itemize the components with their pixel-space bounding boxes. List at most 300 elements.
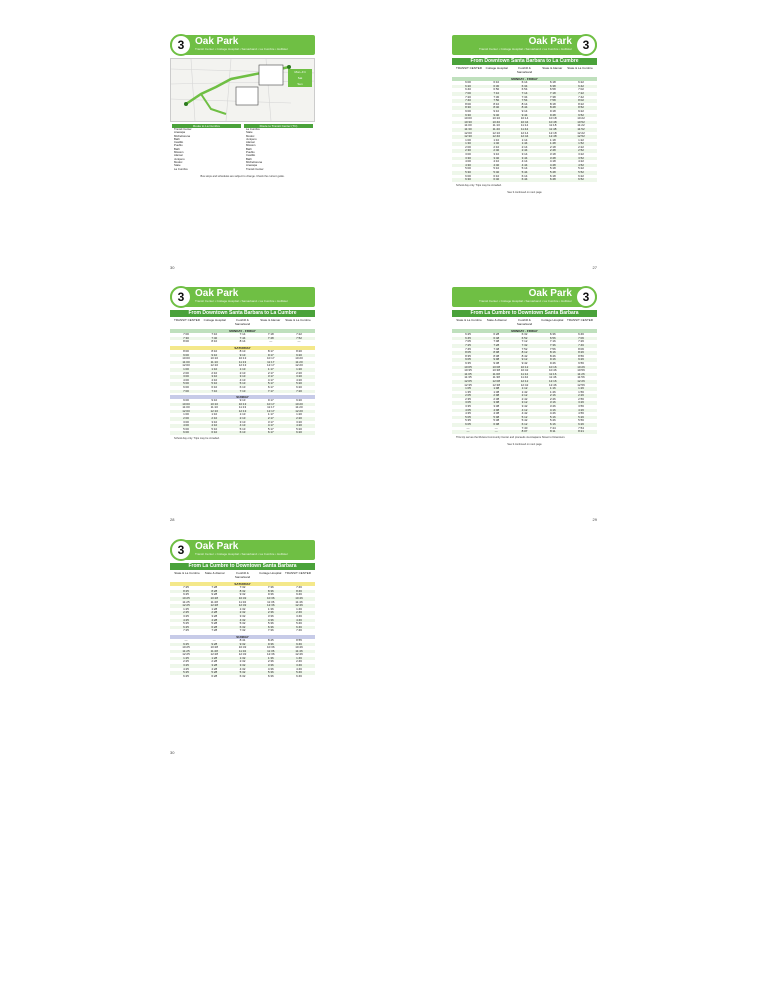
time-cell: 6:46 <box>296 673 302 678</box>
time-cell: 5:10 <box>211 381 218 386</box>
time-cell: 5:46 <box>549 418 556 423</box>
time-cell: 6:28 <box>211 624 218 629</box>
time-cell: 9:40 <box>493 112 500 117</box>
time-cell: 10:05 <box>464 364 472 369</box>
time-cell: 7:50 <box>493 98 500 103</box>
time-cell: 11:46 <box>295 599 303 604</box>
time-cell: 2:17 <box>267 370 274 375</box>
time-cell: 2:25 <box>183 659 189 664</box>
time-cell: 7:17 <box>267 388 274 393</box>
time-cell: 11:25 <box>182 599 190 604</box>
time-cell: 7:46 <box>296 628 302 633</box>
time-cell: 9:05 <box>465 357 471 362</box>
time-cell: 10:38 <box>492 368 500 373</box>
time-cell: 1:44 <box>521 141 528 146</box>
time-cell: 9:17 <box>267 398 274 403</box>
time-cell: 8:00 <box>183 339 189 344</box>
time-cell: 1:46 <box>296 655 302 660</box>
time-cell: 7:22 <box>296 332 302 337</box>
time-cell: 2:46 <box>549 396 556 401</box>
time-cell: 8:21 <box>578 429 584 434</box>
time-cell: 6:58 <box>549 87 556 92</box>
time-cell: 6:56 <box>549 335 556 340</box>
time-cell: 10:48 <box>548 119 557 124</box>
time-cell: 1:00 <box>465 137 471 142</box>
map-page <box>170 35 315 270</box>
time-cell: 7:48 <box>493 346 500 351</box>
legend-stop: Mission <box>174 150 184 155</box>
time-cell: 7:54 <box>578 425 584 430</box>
time-cell: 11:36 <box>267 648 275 653</box>
time-cell: 8:46 <box>296 588 302 593</box>
time-cell: 6:36 <box>267 624 274 629</box>
time-cell: 1:56 <box>578 389 584 394</box>
time-cell: 10:36 <box>266 645 275 650</box>
times-box-weekday: Mon–Fri <box>294 70 306 74</box>
page-number: 30 <box>170 750 175 755</box>
time-cell: 8:02 <box>578 98 584 103</box>
time-cell: 6:00 <box>183 384 189 389</box>
time-cell: 1:16 <box>549 386 556 391</box>
time-cell: 7:52 <box>521 346 528 351</box>
time-cell: 12:18 <box>548 130 557 135</box>
time-cell: 3:46 <box>296 613 302 618</box>
time-cell: 7:34 <box>521 94 528 99</box>
time-cell: 10:35 <box>464 368 472 373</box>
time-cell: 2:26 <box>578 393 584 398</box>
time-cell: 5:28 <box>211 670 218 675</box>
time-cell: 4:40 <box>493 162 500 167</box>
time-cell: 8:00 <box>465 101 471 106</box>
time-cell: 9:36 <box>267 592 274 597</box>
time-cell: 2:22 <box>578 144 584 149</box>
time-cell: 10:10 <box>492 116 500 121</box>
time-cell: 9:46 <box>296 592 302 597</box>
time-cell: 8:30 <box>465 105 471 110</box>
route-title: Oak Park <box>528 36 572 47</box>
time-cell: 5:12 <box>521 414 528 419</box>
time-cell: 3:26 <box>578 400 584 405</box>
time-cell: 7:46 <box>578 342 584 347</box>
time-cell: 6:10 <box>211 430 218 435</box>
time-cell: 12:46 <box>295 652 303 657</box>
time-cell: 3:13 <box>239 374 246 379</box>
time-cell: 8:07 <box>521 429 528 434</box>
time-cell: 1:13 <box>239 412 246 417</box>
time-cell: 2:00 <box>465 144 471 149</box>
time-cell: 12:17 <box>266 363 275 368</box>
time-cell: 3:00 <box>183 419 189 424</box>
time-cell: 9:14 <box>521 108 528 113</box>
time-cell: 8:14 <box>239 339 246 344</box>
time-cell: 11:13 <box>238 359 247 364</box>
time-cell: 6:10 <box>493 80 500 85</box>
time-cell: 1:05 <box>465 386 471 391</box>
stop-name: State & La Cumbre <box>456 318 482 322</box>
time-cell: — <box>269 339 273 344</box>
time-cell: 6:38 <box>549 83 556 88</box>
time-cell: 6:46 <box>296 624 302 629</box>
route-tagline: Transit Center • Cottage Hospital • Samarkand • La Cumbre • Hollister <box>479 47 572 51</box>
time-cell: 9:48 <box>549 112 556 117</box>
time-cell: — <box>466 425 470 430</box>
time-cell: 2:28 <box>211 659 218 664</box>
time-cell: 4:46 <box>549 411 556 416</box>
time-cell: 3:00 <box>183 374 189 379</box>
time-cell: 6:36 <box>267 673 274 678</box>
time-cell: 10:42 <box>520 368 529 373</box>
time-cell: 4:18 <box>549 159 556 164</box>
time-cell: 10:10 <box>210 356 218 361</box>
time-cell: 10:44 <box>520 119 529 124</box>
time-cell: 7:02 <box>578 87 584 92</box>
time-cell: 7:32 <box>239 585 246 590</box>
time-cell: 10:08 <box>492 364 500 369</box>
time-cell: 11:40 <box>492 126 500 131</box>
time-cell: 7:10 <box>211 332 218 337</box>
time-cell: 8:10 <box>211 348 218 353</box>
time-cell: 2:48 <box>549 148 556 153</box>
route-title: Oak Park <box>528 288 572 299</box>
time-cell: 4:00 <box>183 377 189 382</box>
time-cell: 1:18 <box>549 137 556 142</box>
route-badge: 3 <box>170 286 192 308</box>
time-cell: 8:26 <box>578 350 584 355</box>
times-box-saturday: Sat <box>297 76 303 80</box>
time-cell: 7:32 <box>239 628 246 633</box>
time-cell: 12:20 <box>295 363 303 368</box>
time-cell: 9:00 <box>183 398 189 403</box>
time-cell: 6:13 <box>239 430 246 435</box>
time-cell: 8:42 <box>521 353 528 358</box>
time-cell: 3:18 <box>549 152 556 157</box>
time-cell: 12:22 <box>577 130 585 135</box>
legend-stop: Mission <box>246 143 256 148</box>
time-cell: 8:00 <box>183 348 189 353</box>
time-cell: 8:52 <box>578 105 584 110</box>
time-cell: 2:30 <box>465 148 471 153</box>
time-cell: 1:32 <box>239 606 246 611</box>
time-cell: 2:56 <box>578 396 584 401</box>
time-cell: 5:42 <box>521 418 528 423</box>
time-cell: 2:28 <box>211 610 218 615</box>
time-cell: 6:18 <box>549 80 556 85</box>
time-cell: 1:38 <box>493 389 500 394</box>
time-cell: 2:17 <box>267 416 274 421</box>
time-cell: — <box>212 637 216 642</box>
time-cell: 11:25 <box>182 648 190 653</box>
time-cell: 2:52 <box>578 148 584 153</box>
service-day-label: SUNDAY <box>170 635 315 639</box>
time-cell: 4:13 <box>239 377 246 382</box>
stop-name: Foothill & Samarkand <box>516 318 533 326</box>
time-cell: 3:56 <box>578 404 584 409</box>
time-cell: 4:25 <box>183 617 189 622</box>
time-cell: 6:28 <box>211 673 218 678</box>
time-cell: 11:16 <box>549 371 557 376</box>
time-cell: 6:08 <box>493 422 500 427</box>
time-cell: 2:18 <box>549 144 556 149</box>
time-cell: 3:10 <box>211 419 218 424</box>
time-cell: 7:46 <box>296 585 302 590</box>
time-cell: 6:46 <box>578 332 584 337</box>
time-cell: 8:13 <box>239 348 246 353</box>
service-day-label: MONDAY - FRIDAY <box>452 77 597 81</box>
time-cell: 2:05 <box>465 393 471 398</box>
time-cell: 4:32 <box>239 666 246 671</box>
stop-name: TRANSIT CENTER <box>174 318 200 322</box>
stop-name: Cottage Hospital <box>485 66 508 70</box>
time-cell: 5:26 <box>578 414 584 419</box>
stop-name: State & Alamar <box>260 318 281 322</box>
time-cell: 9:13 <box>239 352 246 357</box>
time-cell: 4:46 <box>296 666 302 671</box>
route-map <box>170 58 315 122</box>
time-cell: 8:48 <box>549 105 556 110</box>
time-cell: 2:10 <box>211 370 218 375</box>
time-cell: 9:22 <box>578 108 584 113</box>
time-cell: 2:12 <box>521 393 528 398</box>
time-cell: 6:48 <box>493 335 500 340</box>
time-cell: 8:44 <box>521 105 528 110</box>
route-tagline: Transit Center • Cottage Hospital • Samarkand • La Cumbre • Hollister <box>195 552 288 556</box>
time-cell: 5:52 <box>578 170 584 175</box>
time-cell: 2:32 <box>239 659 246 664</box>
time-cell: 10:13 <box>238 401 247 406</box>
time-cell: 4:36 <box>267 617 274 622</box>
schedule-page-3 <box>452 287 597 522</box>
legend-stop: La Cumbre <box>246 127 260 131</box>
time-cell: 6:20 <box>296 430 302 435</box>
time-cell: 3:28 <box>211 613 218 618</box>
time-cell: 4:05 <box>465 407 471 412</box>
page-number: 28 <box>170 517 175 522</box>
time-cell: 12:16 <box>548 378 557 383</box>
time-cell: 2:13 <box>239 370 246 375</box>
time-cell: 8:06 <box>578 346 584 351</box>
time-cell: 4:17 <box>267 423 274 428</box>
time-cell: 12:38 <box>492 382 500 387</box>
time-cell: 12:28 <box>210 652 218 657</box>
time-cell: 8:28 <box>211 588 218 593</box>
table-row <box>170 340 315 344</box>
time-cell: 5:30 <box>465 170 471 175</box>
time-cell: 11:26 <box>577 371 585 376</box>
time-cell: 6:40 <box>493 177 500 182</box>
time-cell: 10:18 <box>548 116 557 121</box>
time-cell: 11:42 <box>520 375 529 380</box>
time-cell: 6:14 <box>521 173 528 178</box>
time-cell: 8:17 <box>267 348 274 353</box>
route-badge: 3 <box>575 286 597 308</box>
time-cell: 1:28 <box>211 606 218 611</box>
time-cell: 7:54 <box>521 98 528 103</box>
time-cell: 12:20 <box>295 408 303 413</box>
legend-column-left <box>172 124 241 171</box>
time-cell: 10:17 <box>266 356 275 361</box>
time-cell: 11:00 <box>182 359 190 364</box>
time-cell: 5:00 <box>183 381 189 386</box>
stop-name: State & La Cumbre <box>285 318 311 322</box>
time-cell: 5:32 <box>239 670 246 675</box>
service-day-label: MONDAY - FRIDAY <box>452 329 597 333</box>
legend-stop: Junipero <box>174 156 185 161</box>
time-cell: 7:28 <box>493 342 500 347</box>
table-row <box>452 178 597 182</box>
time-cell: 10:40 <box>492 119 500 124</box>
legend-stop: State <box>246 130 253 135</box>
legend-stop: Transit Center <box>246 166 264 171</box>
time-cell: 1:40 <box>493 141 500 146</box>
time-cell: 11:00 <box>464 123 472 128</box>
time-cell: 4:36 <box>267 666 274 671</box>
time-cell: 6:13 <box>239 384 246 389</box>
legend-stop: State <box>174 163 181 168</box>
time-cell: 2:36 <box>267 610 274 615</box>
time-cell: 3:00 <box>465 152 471 157</box>
time-cell: 12:48 <box>548 134 557 139</box>
time-cell: 8:55 <box>296 637 302 642</box>
time-cell: 10:28 <box>210 645 218 650</box>
time-cell: 1:32 <box>239 655 246 660</box>
time-cell: 9:52 <box>578 112 584 117</box>
time-cell: 5:16 <box>549 414 556 419</box>
continued-label: See 3 continued on next page <box>507 442 542 446</box>
time-cell: 5:46 <box>296 670 302 675</box>
route-header <box>170 540 315 560</box>
page-number: 27 <box>592 265 597 270</box>
time-cell: 3:30 <box>465 155 471 160</box>
time-cell: 11:10 <box>210 405 218 410</box>
time-cell: 12:44 <box>520 134 529 139</box>
time-cell: 12:26 <box>577 378 585 383</box>
time-cell: 8:41 <box>239 637 246 642</box>
time-cell: 11:20 <box>295 359 303 364</box>
time-cell: 10:14 <box>520 116 529 121</box>
time-cell: 2:46 <box>296 659 302 664</box>
legend-stop: Castillo <box>174 140 184 145</box>
schedule-note: School day only. Trips may be crowded. <box>456 183 502 187</box>
time-cell: 7:45 <box>465 346 471 351</box>
time-cell: 6:32 <box>239 624 246 629</box>
service-day-label: SATURDAY <box>170 582 315 586</box>
time-cell: 5:17 <box>267 381 274 386</box>
time-cell: 8:36 <box>267 588 274 593</box>
time-cell: 10:00 <box>182 356 190 361</box>
time-cell: 3:22 <box>578 152 584 157</box>
time-cell: 3:52 <box>578 155 584 160</box>
time-cell: 1:10 <box>211 412 218 417</box>
time-cell: 11:22 <box>577 123 585 128</box>
table-row <box>170 390 315 394</box>
time-cell: 4:35 <box>465 411 471 416</box>
time-cell: 2:20 <box>296 370 302 375</box>
time-cell: 8:10 <box>493 101 500 106</box>
time-cell: 10:00 <box>464 116 472 121</box>
time-cell: 9:46 <box>549 360 556 365</box>
legend-stop: Transit Center <box>174 127 192 131</box>
time-cell: 12:56 <box>577 382 585 387</box>
time-cell: 7:36 <box>267 585 274 590</box>
time-cell: 12:35 <box>464 382 472 387</box>
time-cell: 12:05 <box>464 378 472 383</box>
time-cell: 2:38 <box>493 396 500 401</box>
time-cell: 7:25 <box>465 342 471 347</box>
time-cell: 10:12 <box>520 364 529 369</box>
time-cell: 11:05 <box>464 371 472 376</box>
time-cell: 9:30 <box>465 112 471 117</box>
time-cell: 6:18 <box>549 173 556 178</box>
time-cell: 8:10 <box>211 339 218 344</box>
time-cell: 4:32 <box>239 617 246 622</box>
service-day-label: SUNDAY <box>170 395 315 399</box>
schedule-note: School day only. Trips may be crowded. <box>174 437 220 441</box>
time-cell: 1:10 <box>211 366 218 371</box>
continued-label: See 3 continued on next page <box>507 190 542 194</box>
time-cell: 10:25 <box>182 595 190 600</box>
stop-name: TRANSIT CENTER <box>567 318 593 322</box>
time-cell: 7:36 <box>267 628 274 633</box>
time-cell: 11:17 <box>267 359 275 364</box>
time-cell: 3:48 <box>549 155 556 160</box>
time-cell: 2:13 <box>239 416 246 421</box>
time-cell: 4:10 <box>211 377 218 382</box>
time-cell: 3:25 <box>183 663 189 668</box>
time-cell: 6:25 <box>183 624 189 629</box>
legend-stop: Bath <box>246 146 252 151</box>
route-title: Oak Park <box>195 36 239 47</box>
time-cell: 6:00 <box>465 173 471 178</box>
time-cell: 9:25 <box>183 641 189 646</box>
table-row <box>170 675 315 679</box>
time-cell: 4:00 <box>183 423 189 428</box>
time-cell: 7:26 <box>578 339 584 344</box>
time-cell: 10:32 <box>238 595 247 600</box>
time-cell: 7:58 <box>549 98 556 103</box>
time-cell: 11:08 <box>492 371 500 376</box>
time-cell: 6:00 <box>465 80 471 85</box>
time-cell: 3:05 <box>465 400 471 405</box>
schedule-note: This trip serves the Riviera Community Center and proceeds via Anapamu Street to Downtown. <box>456 435 566 439</box>
time-cell: 3:42 <box>521 404 528 409</box>
time-cell: 3:12 <box>521 400 528 405</box>
time-cell: 9:36 <box>267 641 274 646</box>
time-cell: 11:32 <box>238 599 247 604</box>
time-cell: 9:20 <box>296 398 302 403</box>
time-cell: 6:25 <box>465 332 471 337</box>
time-cell: 1:30 <box>465 141 471 146</box>
route-tagline: Transit Center • Cottage Hospital • Samarkand • La Cumbre • Hollister <box>195 299 288 303</box>
time-cell: 6:12 <box>521 422 528 427</box>
legend-stop: Bath <box>174 146 180 151</box>
legend-stop: Modoc <box>246 133 255 138</box>
time-cell: 4:28 <box>211 617 218 622</box>
time-cell: 1:17 <box>267 412 274 417</box>
time-cell: 5:20 <box>296 426 302 431</box>
legend-stop: Bath <box>246 156 252 161</box>
time-cell: 1:12 <box>521 386 528 391</box>
stop-name: TRANSIT CENTER <box>456 66 482 70</box>
schedule-page-4 <box>170 540 315 755</box>
time-cell: 7:44 <box>549 425 556 430</box>
time-cell: 9:38 <box>493 360 500 365</box>
time-cell: 7:14 <box>521 90 528 95</box>
time-cell: 6:10 <box>493 173 500 178</box>
time-cell: 12:00 <box>182 408 190 413</box>
legend-stop: Anacapa <box>174 130 186 135</box>
time-cell: 11:32 <box>238 648 247 653</box>
time-cell: 4:48 <box>549 162 556 167</box>
